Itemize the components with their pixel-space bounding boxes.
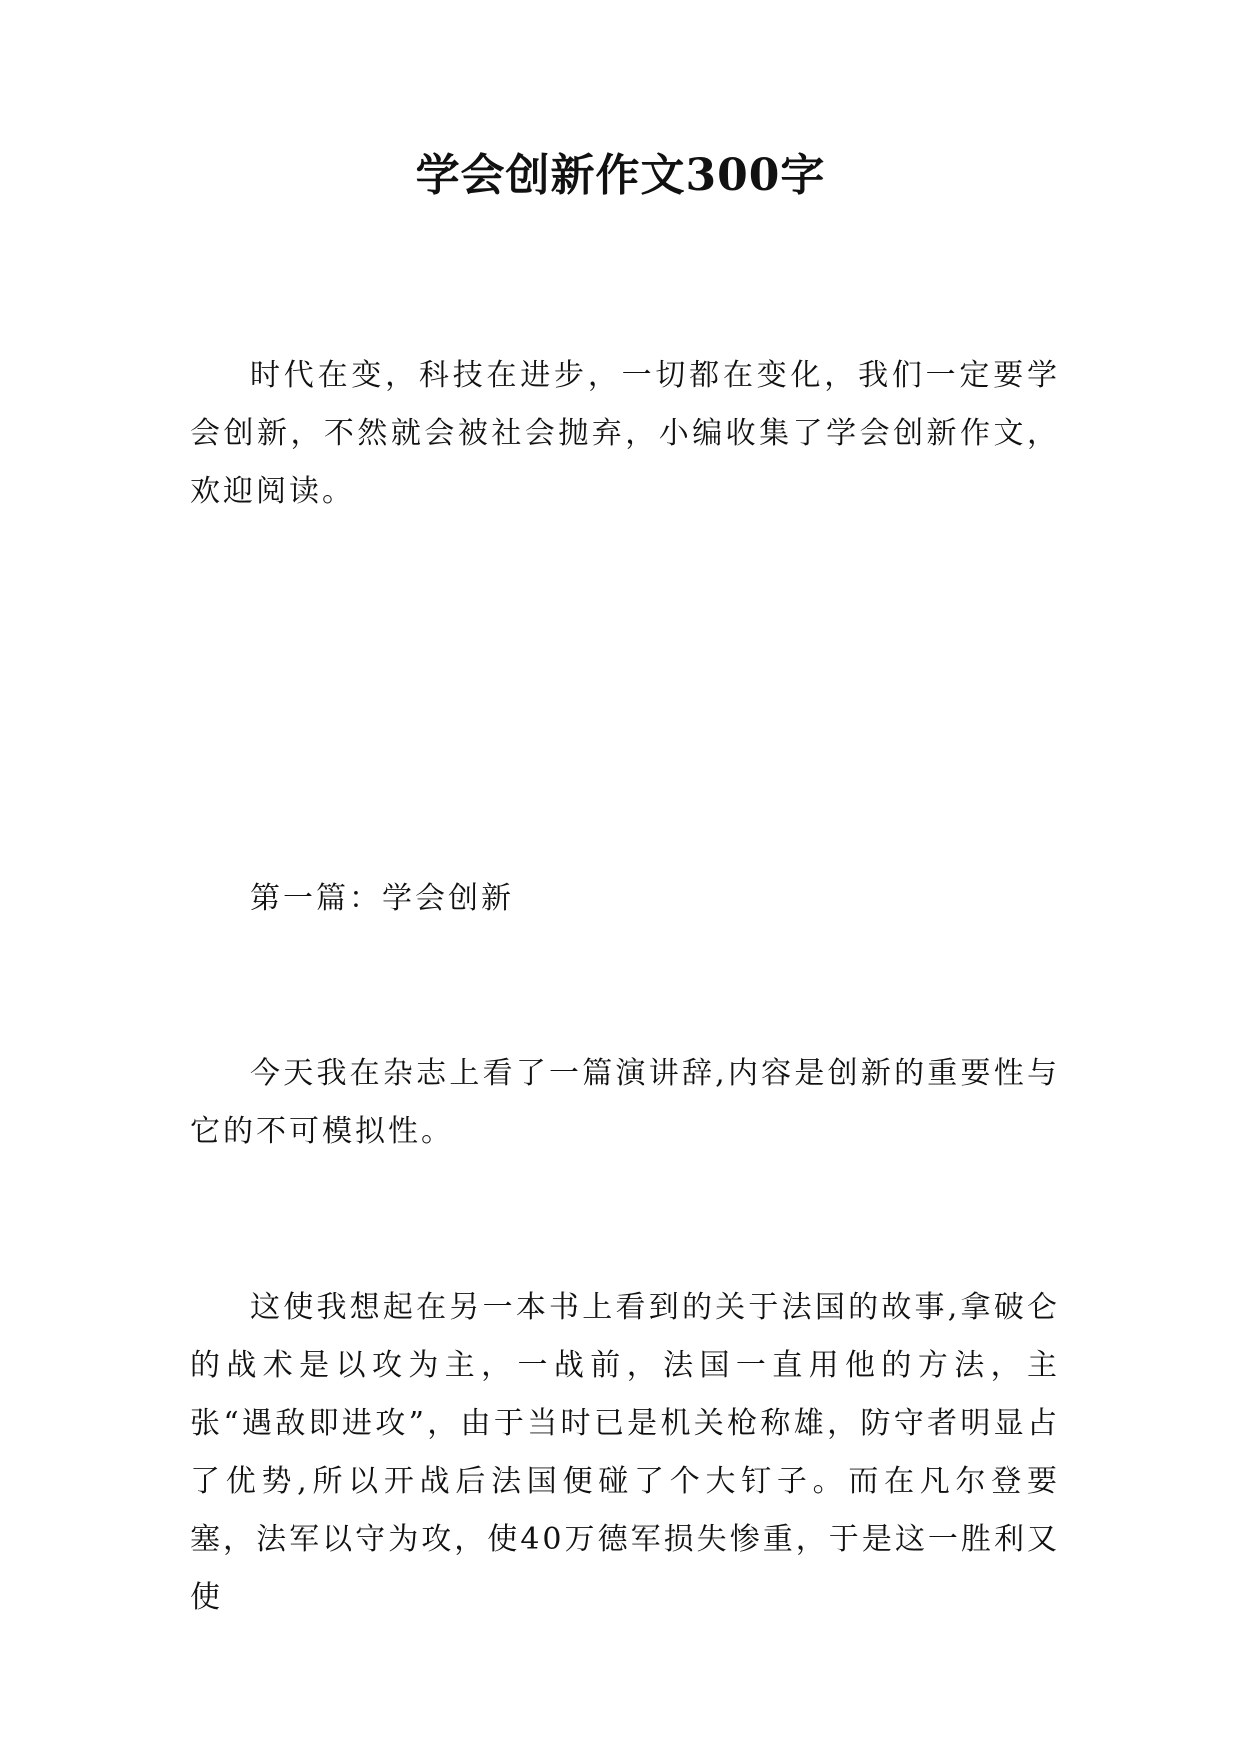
intro-paragraph: 时代在变，科技在进步，一切都在变化，我们一定要学会创新，不然就会被社会抛弃，小编收集了学会创新作文，欢迎阅读。 [190, 358, 1060, 509]
section-heading: 第一篇：学会创新 [250, 881, 514, 916]
document-title: 学会创新作文300字 [415, 150, 826, 201]
body-paragraph-2: 这使我想起在另一本书上看到的关于法国的故事,拿破仑的战术是以攻为主，一战前，法国一直用他的方法，主张“遇敌即进攻”，由于当时已是机关枪称雄，防守者明显占了优势,所以开战后法国便碰了个大钉子。而在凡尔登要塞，法军以守为攻，使40万德军损失惨重，于是这一胜利又使 [190, 1290, 1060, 1615]
body-paragraph-1: 今天我在杂志上看了一篇演讲辞,内容是创新的重要性与它的不可模拟性。 [190, 1056, 1060, 1149]
